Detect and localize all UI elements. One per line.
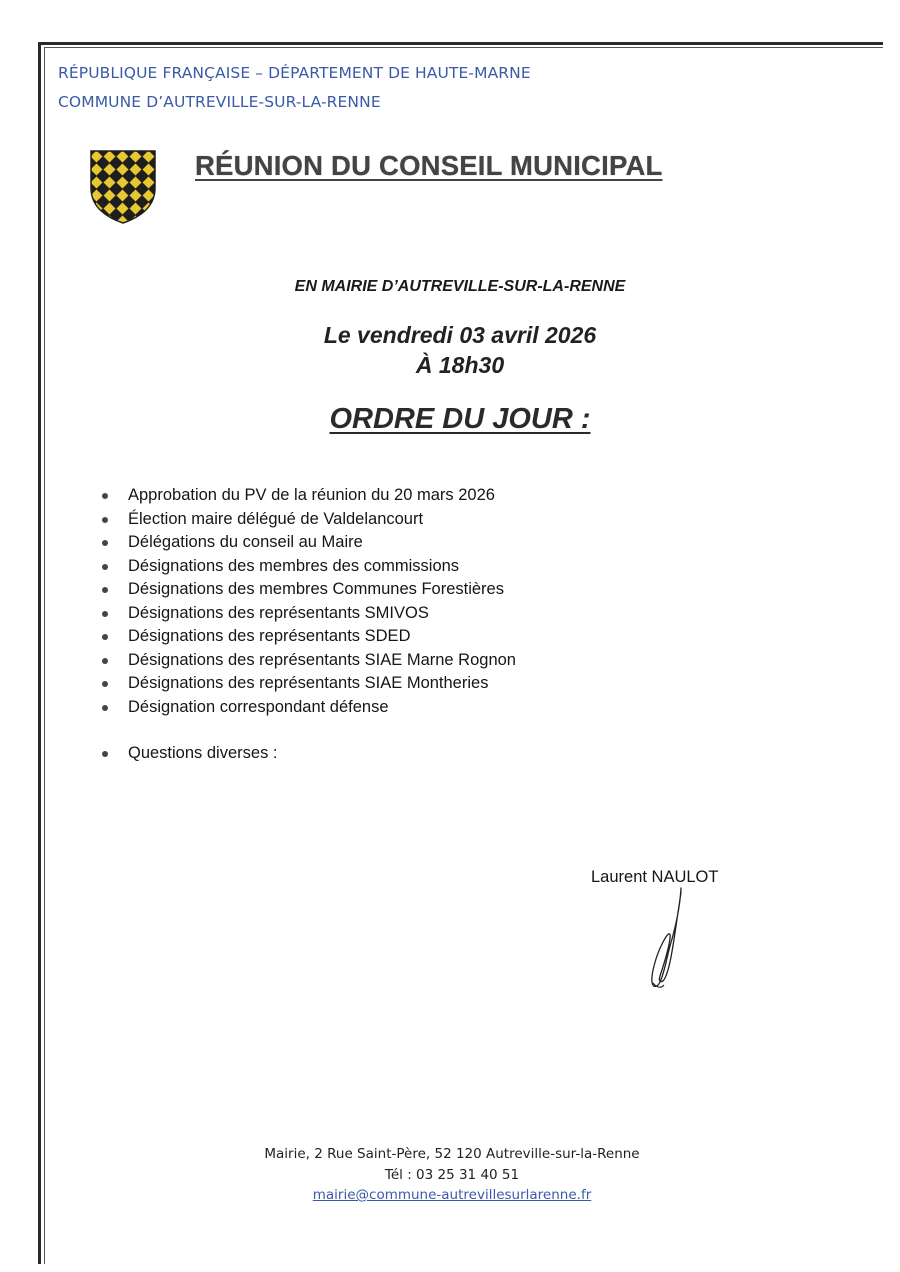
agenda-item-text: Désignations des membres des commissions: [128, 556, 460, 575]
footer-phone: Tél : 03 25 31 40 51: [384, 1167, 520, 1183]
header-republic: RÉPUBLIQUE FRANÇAISE – DÉPARTEMENT DE HAUTE-MARNE: [58, 64, 531, 82]
bullet-icon: [102, 751, 108, 757]
agenda-item-text: Désignations des représentants SDED: [128, 627, 411, 645]
agenda-item: [100, 555, 516, 579]
agenda-item-text: Désignations des représentants SIAE Marne Rognon: [128, 650, 516, 669]
agenda-item: [100, 578, 516, 602]
page-title: RÉUNION DU CONSEIL MUNICIPAL: [195, 150, 663, 181]
page-frame-top: [40, 42, 883, 45]
meeting-location: EN MAIRIE D’AUTREVILLE-SUR-LA-RENNE: [294, 278, 626, 295]
agenda-item: [100, 672, 516, 696]
bullet-icon: [102, 540, 108, 546]
bullet-icon: [102, 517, 108, 523]
meeting-time: À 18h30: [415, 352, 505, 378]
agenda-item: [100, 696, 516, 720]
bullet-icon: [102, 705, 108, 711]
agenda-item-text: Délégations du conseil au Maire: [128, 533, 363, 551]
bullet-icon: [102, 658, 108, 664]
agenda-item-text: Approbation du PV de la réunion du 20 mars 2026: [128, 486, 495, 504]
agenda-item: [100, 531, 516, 555]
agenda-item-text: Désignations des membres Communes Forestières: [128, 580, 504, 598]
agenda-item-text: Désignations des représentants SMIVOS: [128, 603, 429, 622]
email-link[interactable]: mairie@commune-autrevillesurlarenne.fr: [312, 1187, 592, 1203]
agenda-item-questions: [100, 742, 277, 766]
bullet-icon: [102, 493, 108, 499]
agenda-item-text: Questions diverses :: [128, 744, 278, 762]
signature-icon: [640, 886, 700, 994]
agenda-item: [100, 602, 516, 626]
signatory-name: Laurent NAULOT: [591, 868, 719, 886]
agenda-item: [100, 508, 516, 532]
bullet-icon: [102, 611, 108, 617]
bullet-icon: [102, 564, 108, 570]
agenda-item: [100, 625, 516, 649]
agenda-item-text: Désignations des représentants SIAE Montheries: [128, 674, 489, 692]
bullet-icon: [102, 681, 108, 687]
footer-email: [0, 1187, 900, 1203]
agenda-title: ORDRE DU JOUR :: [329, 403, 591, 435]
agenda-item-text: Désignation correspondant défense: [128, 697, 389, 716]
agenda-item-text: Élection maire délégué de Valdelancourt: [128, 509, 424, 528]
header-commune: COMMUNE D’AUTREVILLE-SUR-LA-RENNE: [58, 93, 381, 111]
footer-address: Mairie, 2 Rue Saint-Père, 52 120 Autreville-sur-la-Renne: [264, 1146, 640, 1162]
agenda-list: [100, 484, 516, 719]
page-frame-left: [38, 42, 41, 1264]
page-frame-top-inner: [44, 47, 883, 48]
agenda-extra-list: [100, 742, 277, 766]
checkered-shield-icon: [90, 150, 156, 224]
page-frame-left-inner: [44, 47, 45, 1264]
bullet-icon: [102, 634, 108, 640]
bullet-icon: [102, 587, 108, 593]
agenda-item: [100, 484, 516, 508]
meeting-date: Le vendredi 03 avril 2026: [323, 322, 597, 348]
agenda-item: [100, 649, 516, 673]
